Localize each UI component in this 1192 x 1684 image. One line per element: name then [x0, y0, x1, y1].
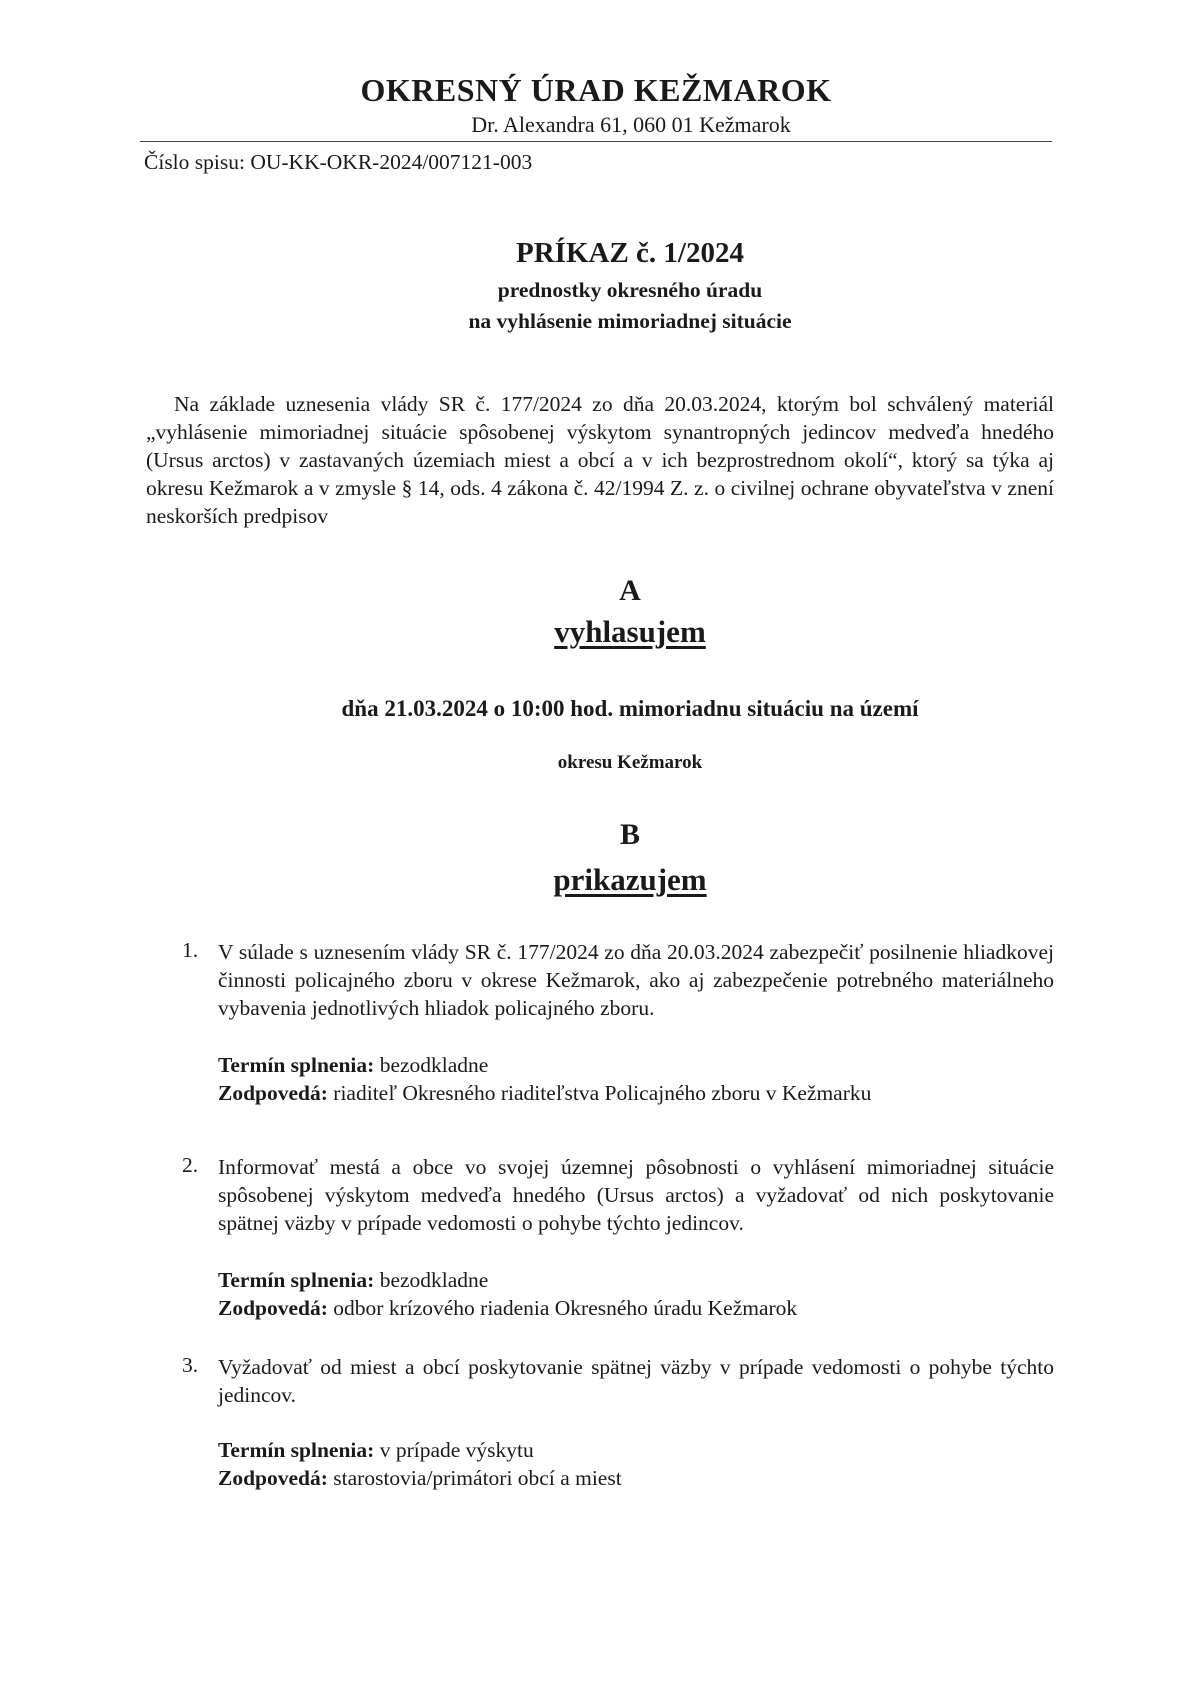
- order-1-number: 1.: [182, 938, 199, 962]
- order-3-resp-label: Zodpovedá:: [218, 1466, 328, 1490]
- order-3-text: Vyžadovať od miest a obcí poskytovanie spätnej väzby v prípade vedomosti o pohybe týchto jedincov.: [218, 1355, 1054, 1407]
- order-3-term-value: v prípade výskytu: [374, 1438, 534, 1462]
- order-1-text: V súlade s uznesením vlády SR č. 177/2024 zo dňa 20.03.2024 zabezpečiť posilnenie hliadkovej činnosti policajného zboru v okrese Kežmarok, ako aj zabezpečenie potrebného materiálneho vybavenia jednotlivých hliadok policajného zboru.: [218, 940, 1054, 1020]
- header-divider: [140, 141, 1052, 142]
- order-3-responsible: [218, 1466, 622, 1491]
- order-1-term: [218, 1053, 488, 1078]
- order-3-term-label: Termín splnenia:: [218, 1438, 375, 1462]
- order-2-resp-label: Zodpovedá:: [218, 1296, 328, 1320]
- office-address: Dr. Alexandra 61, 060 01 Kežmarok: [471, 112, 791, 137]
- section-b-letter: B: [619, 818, 640, 851]
- order-3-resp-value: starostovia/primátori obcí a miest: [327, 1466, 622, 1490]
- order-1-resp-value: riaditeľ Okresného riaditeľstva Policajného zboru v Kežmarku: [327, 1081, 872, 1105]
- document-title: PRÍKAZ č. 1/2024: [516, 237, 744, 269]
- preamble-paragraph: Na základe uznesenia vlády SR č. 177/2024 zo dňa 20.03.2024, ktorým bol schválený materiál „vyhlásenie mimoriadnej situácie spôsobenej výskytom synantropných jedincov medveďa hnedého (Ursus arctos) v zastavaných územiach miest a obcí a v ich bezprostrednom okolí“, ktorý sa týka aj okresu Kežmarok a v zmysle § 14, ods. 4 zákona č. 42/1994 Z. z. o civilnej ochrane obyvateľstva v znení neskorších predpisov: [146, 392, 1054, 528]
- section-a-heading: vyhlasujem: [554, 614, 706, 649]
- section-a-letter: A: [619, 574, 641, 607]
- file-number: Číslo spisu: OU-KK-OKR-2024/007121-003: [144, 150, 533, 174]
- order-1-term-value: bezodkladne: [374, 1053, 489, 1077]
- order-3-number: 3.: [182, 1353, 199, 1377]
- document-subtitle-2: na vyhlásenie mimoriadnej situácie: [468, 309, 792, 333]
- order-2-resp-value: odbor krízového riadenia Okresného úradu Kežmarok: [327, 1296, 798, 1320]
- order-1-resp-label: Zodpovedá:: [218, 1081, 328, 1105]
- order-2-term-label: Termín splnenia:: [218, 1268, 375, 1292]
- order-2-term: [218, 1268, 488, 1293]
- order-2-term-value: bezodkladne: [374, 1268, 489, 1292]
- declaration-area: okresu Kežmarok: [557, 752, 703, 773]
- order-3-term: [218, 1438, 534, 1463]
- order-2-text: Informovať mestá a obce vo svojej územnej pôsobnosti o vyhlásení mimoriadnej situácie spôsobenej výskytom medveďa hnedého (Ursus arctos) a vyžadovať od nich poskytovanie spätnej väzby v prípade vedomosti o pohybe týchto jedincov.: [218, 1155, 1054, 1235]
- declaration-text: dňa 21.03.2024 o 10:00 hod. mimoriadnu situáciu na území: [341, 696, 919, 721]
- office-name: OKRESNÝ ÚRAD KEŽMAROK: [360, 72, 832, 108]
- order-1-responsible: [218, 1081, 871, 1106]
- order-2-number: 2.: [182, 1153, 199, 1177]
- document-subtitle-1: prednostky okresného úradu: [497, 278, 763, 302]
- section-b-heading: prikazujem: [553, 862, 707, 897]
- order-1-term-label: Termín splnenia:: [218, 1053, 375, 1077]
- order-2-responsible: [218, 1296, 797, 1321]
